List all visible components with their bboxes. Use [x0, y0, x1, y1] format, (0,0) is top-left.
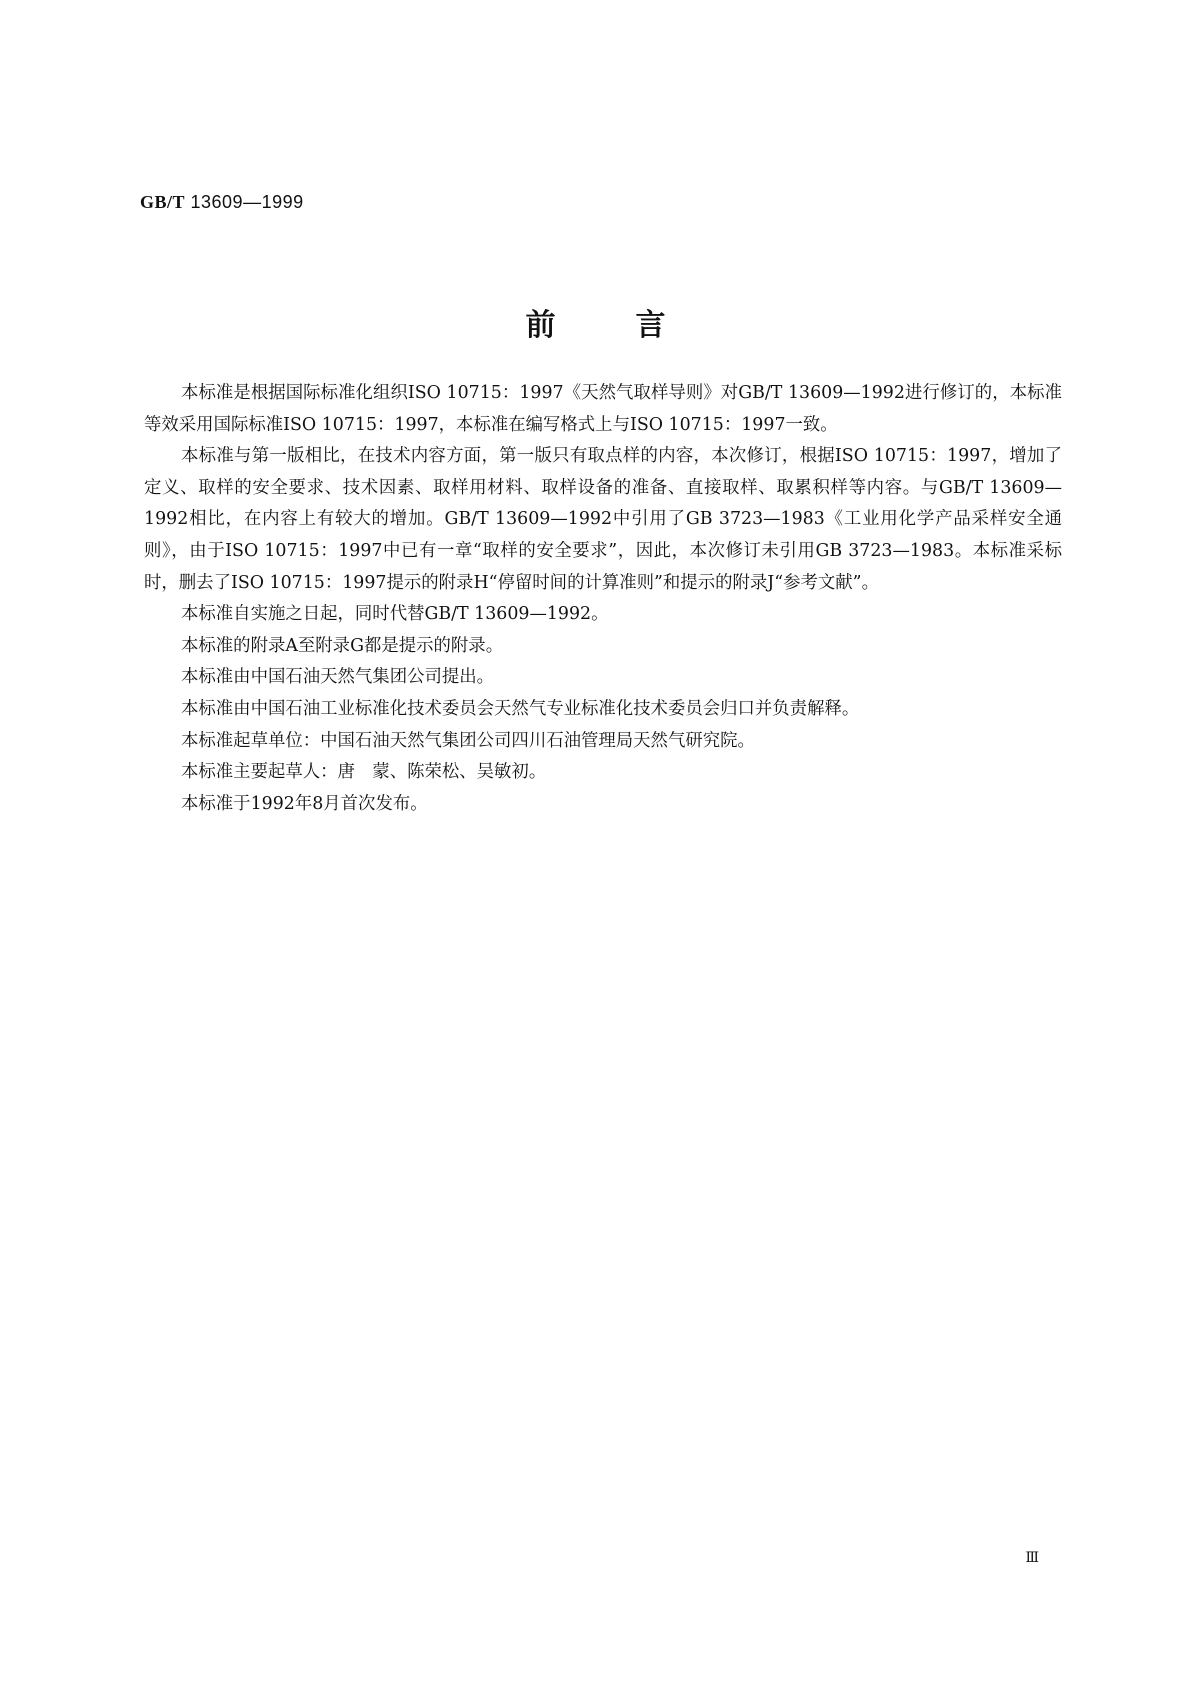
standard-code-prefix: GB/T — [140, 192, 186, 212]
paragraph-1: 本标准是根据国际标准化组织ISO 10715：1997《天然气取样导则》对GB/T 13609—1992进行修订的，本标准等效采用国际标准ISO 10715：1997，本标准在编写格式上与ISO 10715：1997一致。 — [144, 383, 1062, 435]
page-title: 前言 — [525, 308, 746, 343]
foreword-body — [144, 378, 1062, 820]
paragraph-8: 本标准主要起草人：唐 蒙、陈荣松、吴敏初。 — [181, 762, 547, 783]
paragraph-7: 本标准起草单位：中国石油天然气集团公司四川石油管理局天然气研究院。 — [181, 730, 755, 751]
paragraph-6: 本标准由中国石油工业标准化技术委员会天然气专业标准化技术委员会归口并负责解释。 — [181, 698, 860, 719]
paragraph-9: 本标准于1992年8月首次发布。 — [181, 793, 428, 814]
paragraph-2: 本标准与第一版相比，在技术内容方面，第一版只有取点样的内容，本次修订，根据ISO 10715：1997，增加了定义、取样的安全要求、技术因素、取样用材料、取样设备的准备、直接取样、取累积样等内容。与GB/T 13609—1992相比，在内容上有较大的增加。GB/T 13609—1992中引用了GB 3723—1983《工业用化学产品采样安全通则》，由于ISO 10715：1997中已有一章“取样的安全要求”，因此，本次修订未引用GB 3723—1983。本标准采标时，删去了ISO 10715：1997提示的附录H“停留时间的计算准则”和提示的附录J“参考文献”。 — [144, 446, 1062, 593]
standard-code — [140, 190, 304, 214]
page-number: Ⅲ — [1025, 1551, 1039, 1566]
paragraph-3: 本标准自实施之日起，同时代替GB/T 13609—1992。 — [181, 604, 609, 625]
paragraph-5: 本标准由中国石油天然气集团公司提出。 — [181, 667, 495, 688]
standard-code-number: 13609—1999 — [185, 192, 304, 212]
paragraph-4: 本标准的附录A至附录G都是提示的附录。 — [181, 635, 504, 656]
